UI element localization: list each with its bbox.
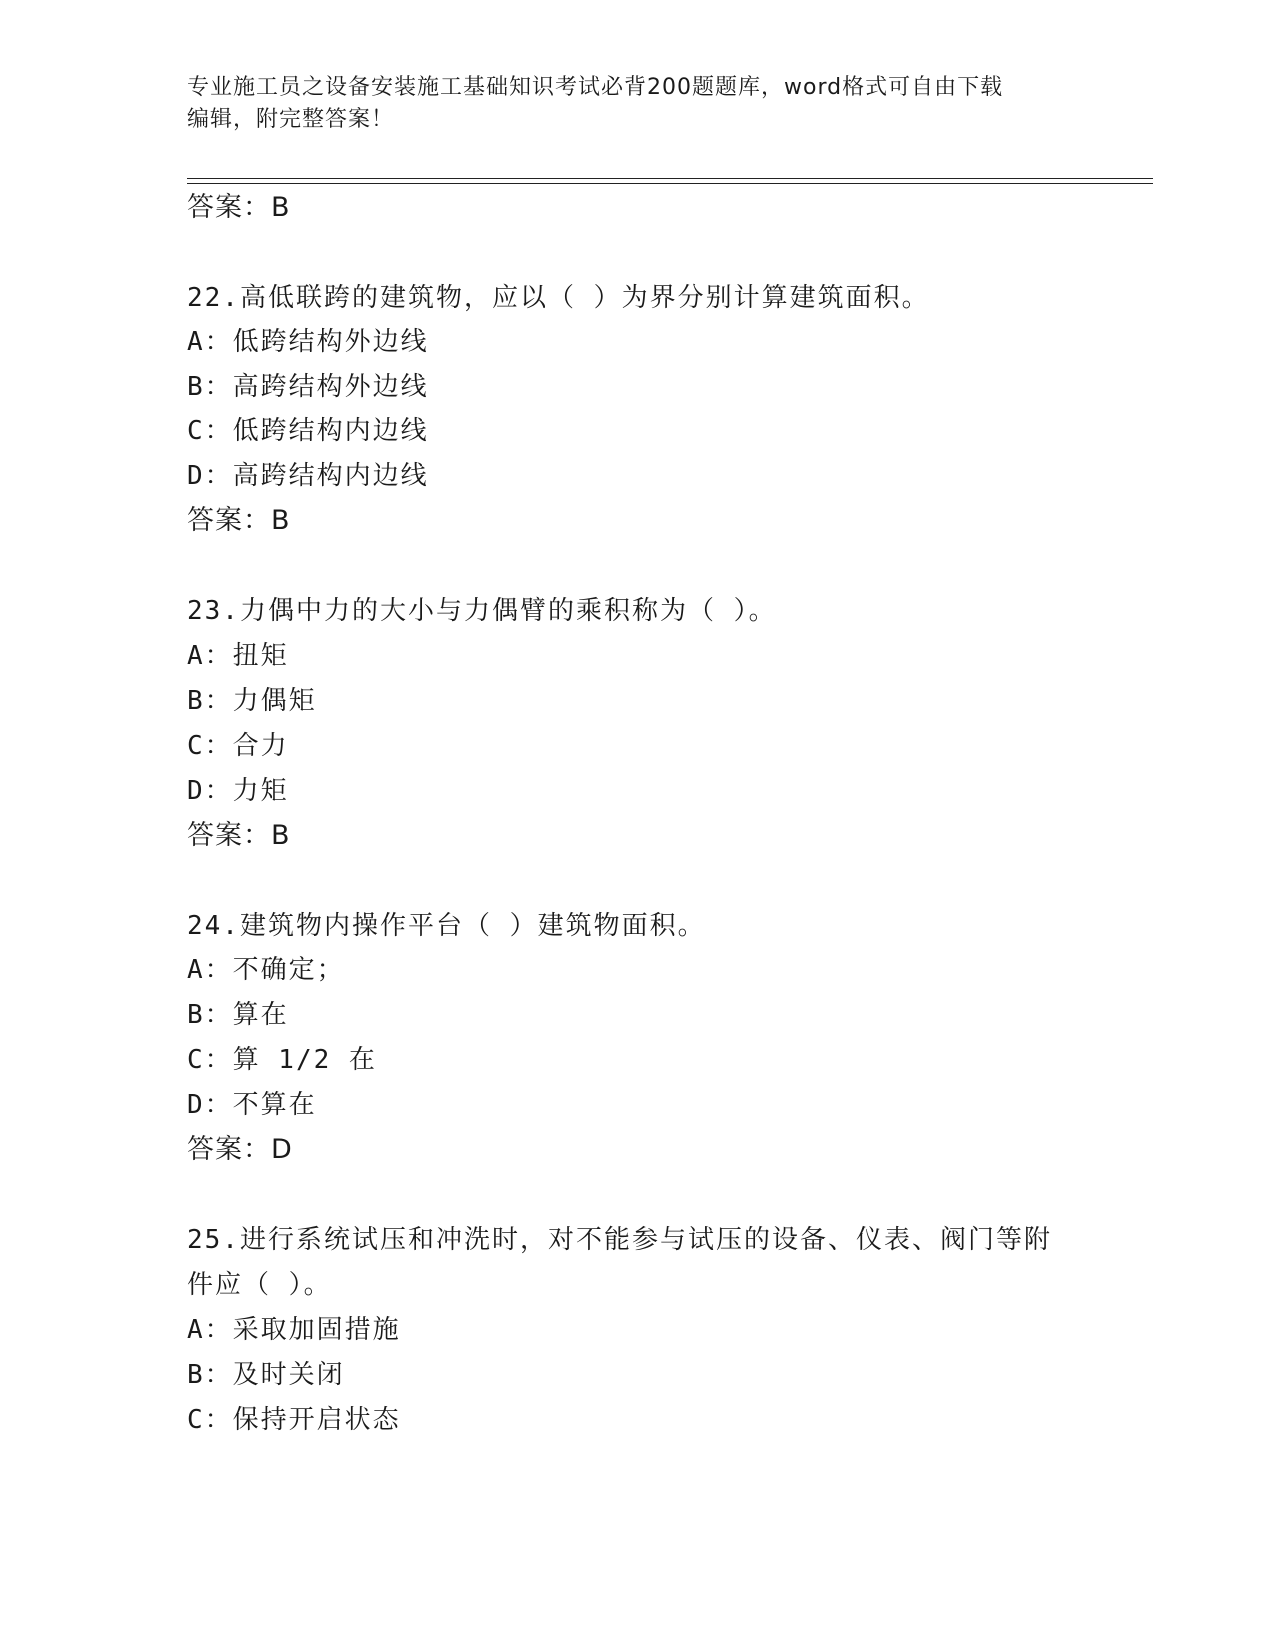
answer-22: 答案：B [187,505,291,536]
question-22-option-b: B：高跨结构外边线 [187,372,429,402]
question-25-option-a: A：采取加固措施 [187,1315,401,1345]
answer-21: 答案：B [187,192,291,223]
question-22-option-d: D：高跨结构内边线 [187,461,429,491]
question-22-option-c: C：低跨结构内边线 [187,416,429,446]
question-24-option-c: C：算 1/2 在 [187,1045,377,1075]
question-24-option-d: D：不算在 [187,1090,317,1120]
question-23-option-a: A：扭矩 [187,641,289,671]
question-25-option-b: B：及时关闭 [187,1360,345,1390]
header-title-line2: 编辑，附完整答案！ [187,107,395,132]
question-24-option-a: A：不确定； [187,955,345,985]
document-header [187,72,1067,136]
question-23-option-c: C：合力 [187,731,289,761]
header-divider-bottom [187,183,1153,184]
question-25-stem-line2: 件应（ ）。 [187,1270,332,1300]
question-23-option-b: B：力偶矩 [187,686,317,716]
answer-24: 答案：D [187,1134,293,1165]
question-22-stem: 22.高低联跨的建筑物，应以（ ）为界分别计算建筑面积。 [187,283,930,313]
header-title-line1: 专业施工员之设备安装施工基础知识考试必背200题题库，word格式可自由下载 [187,75,1004,100]
question-25-option-c: C：保持开启状态 [187,1405,401,1435]
question-24-option-b: B：算在 [187,1000,289,1030]
question-22-option-a: A：低跨结构外边线 [187,327,429,357]
question-25-stem-line1: 25.进行系统试压和冲洗时，对不能参与试压的设备、仪表、阀门等附 [187,1225,1052,1255]
header-divider-top [187,178,1153,179]
question-23-stem: 23.力偶中力的大小与力偶臂的乘积称为（ ）。 [187,596,777,626]
question-23-option-d: D：力矩 [187,776,289,806]
question-24-stem: 24.建筑物内操作平台（ ）建筑物面积。 [187,911,706,941]
answer-23: 答案：B [187,820,291,851]
